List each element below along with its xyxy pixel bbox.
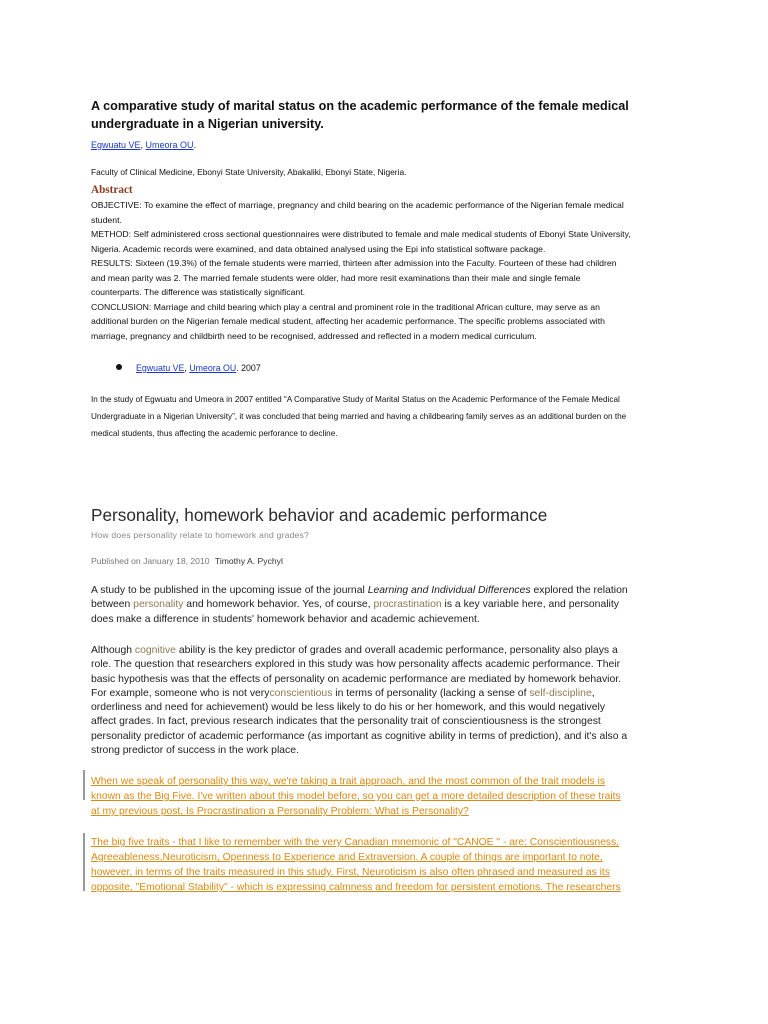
paragraph-line: affect grades. In fact, previous research indicates that the personality trait of conscientiousness is the strongest	[91, 716, 601, 728]
text-run: in terms of personality (lacking a sense of	[332, 687, 530, 699]
highlighted-quote-2	[91, 835, 687, 895]
abstract-line: marriage, pregnancy and childbirth need to be recognised, addressed and reflected in a modern medical curriculum.	[91, 330, 537, 341]
paragraph-line: personality predictor of academic performance (as important as cognitive ability in terms of prediction), and it's also a	[91, 730, 628, 742]
quote-line: The big five traits - that I like to remember with the very Canadian mnemonic of "CANOE " - are: Conscientiousness,	[91, 837, 620, 848]
author-end: .	[193, 140, 197, 150]
keyword-link-self-discipline[interactable]: self-discipline	[529, 687, 592, 699]
abstract-line: Nigeria. Academic records were examined, and data obtained analysed using the Epi info statistical software package.	[91, 243, 546, 254]
author-link-umeora[interactable]: Umeora OU	[145, 140, 194, 150]
author-link-egwuatu[interactable]: Egwuatu VE	[91, 140, 141, 150]
citation-author-link-umeora[interactable]: Umeora OU	[189, 363, 237, 373]
article1-summary	[91, 391, 685, 442]
article2-paragraph-2	[91, 644, 687, 758]
article1-title	[91, 97, 681, 133]
paragraph-line	[91, 687, 687, 701]
abstract-line: additional burden on the Nigerian female medical student, affecting her academic performance. The specific problems associated with	[91, 316, 605, 326]
paragraph-line: role. The question that researchers explored in this study was how personality affects academic performance. Their	[91, 659, 621, 671]
abstract-line: and mean parity was 2. The married female students were older, had more resit examinations than their male and single female	[91, 272, 581, 283]
quote-line: opposite, "Emotional Stability" - which is expressing calmness and freedom for persistent emotions. The researchers	[91, 882, 621, 893]
article2-byline	[91, 555, 283, 567]
paragraph-line	[91, 584, 687, 598]
byline-author: Timothy A. Pychyl	[214, 556, 283, 566]
citation-year: . 2007	[236, 363, 261, 373]
text-run: between	[91, 599, 134, 611]
bullet-icon	[116, 364, 122, 370]
article1-title-line: undergraduate in a Nigerian university.	[91, 117, 324, 131]
text-run: ,	[591, 687, 595, 699]
quote-line: at my previous post, Is Procrastination a Personality Problem: What is Personality?	[91, 806, 469, 817]
abstract-line: CONCLUSION: Marriage and child bearing which play a central and prominent role in the traditional African culture, may serve as an	[91, 301, 600, 312]
highlighted-quote-1	[91, 774, 687, 819]
quote-line: Agreeableness,Neuroticism, Openness to Experience and Extraversion. A couple of things are important to note,	[91, 852, 603, 863]
abstract-line: student.	[91, 214, 122, 225]
quote-line: When we speak of personality this way, we're taking a trait approach, and the most common of the trait models is	[91, 776, 606, 787]
article1-authors	[91, 139, 196, 151]
published-date: Published on January 18, 2010	[91, 556, 210, 566]
text-run: explored the relation	[530, 585, 628, 596]
quote-line: however, in terms of the traits measured in this study. First, Neuroticism is also often phrased and measured as its	[91, 867, 610, 878]
abstract-heading: Abstract	[91, 184, 133, 196]
keyword-link-procrastination[interactable]: procrastination	[373, 599, 442, 611]
article2-title: Personality, homework behavior and academic performance	[91, 505, 548, 525]
keyword-link-conscientious[interactable]: conscientious	[269, 687, 333, 699]
text-run: For example, someone who is not very	[91, 687, 270, 699]
article1-title-line: A comparative study of marital status on the academic performance of the female medical	[91, 99, 629, 113]
abstract-body	[91, 198, 685, 343]
keyword-link-cognitive[interactable]: cognitive	[134, 645, 176, 656]
author-separator: ,	[140, 140, 146, 150]
paragraph-line: orderliness and need for achievement) would be less likely to do his or her homework, and this would negatively	[91, 702, 606, 714]
article1-affiliation: Faculty of Clinical Medicine, Ebonyi State University, Abakaliki, Ebonyi State, Nigeria.	[91, 167, 407, 177]
paragraph-line	[91, 644, 687, 658]
article2-subtitle: How does personality relate to homework and grades?	[91, 530, 309, 540]
summary-line: In the study of Egwuatu and Umeora in 2007 entitled “A Comparative Study of Marital Status on the Academic Performance of the Female Medical	[91, 395, 620, 404]
abstract-line: RESULTS: Sixteen (19.3%) of the female students were married, thirteen after admission into the Faculty. Fourteen of these had children	[91, 258, 617, 268]
keyword-link-personality[interactable]: personality	[133, 599, 184, 611]
citation-author-link-egwuatu[interactable]: Egwuatu VE	[136, 363, 185, 373]
summary-line: medical students, thus affecting the academic perforance to decline.	[91, 429, 338, 438]
text-run: and homework behavior. Yes, of course,	[183, 599, 374, 611]
quote-bar-1	[83, 770, 85, 800]
text-run: A study to be published in the upcoming issue of the journal	[91, 585, 368, 596]
citation-separator: ,	[184, 363, 190, 373]
paragraph-line: strong predictor of success in the work place.	[91, 745, 299, 757]
quote-line: known as the Big Five. I've written about this model before, so you can get a more detailed description of these traits	[91, 791, 621, 802]
text-run: is a key variable here, and personality	[441, 599, 619, 611]
abstract-line: OBJECTIVE: To examine the effect of marriage, pregnancy and child bearing on the academic performance of the Nigerian female medical	[91, 200, 624, 210]
citation-bullet	[136, 362, 261, 374]
text-run: Although	[91, 645, 135, 656]
paragraph-line: basic hypothesis was that the effects of personality on academic performance are mediated by homework behavior.	[91, 673, 622, 685]
summary-line: Undergraduate in a Nigerian University”, it was concluded that being married and having a childbearing family serves as an additional burden on the	[91, 412, 627, 421]
paragraph-line	[91, 598, 687, 612]
abstract-line: METHOD: Self administered cross sectional questionnaires were distributed to female and male medical students of Ebonyi State University,	[91, 229, 631, 239]
paragraph-line: does make a difference in students' homework behavior and academic achievement.	[91, 613, 480, 625]
article2-paragraph-1	[91, 584, 687, 627]
journal-name: Learning and Individual Differences	[367, 585, 531, 596]
abstract-line: counterparts. The difference was statistically significant.	[91, 287, 306, 297]
text-run: ability is the key predictor of grades and overall academic performance, personality also plays a	[175, 645, 618, 656]
quote-bar-2	[83, 833, 85, 891]
